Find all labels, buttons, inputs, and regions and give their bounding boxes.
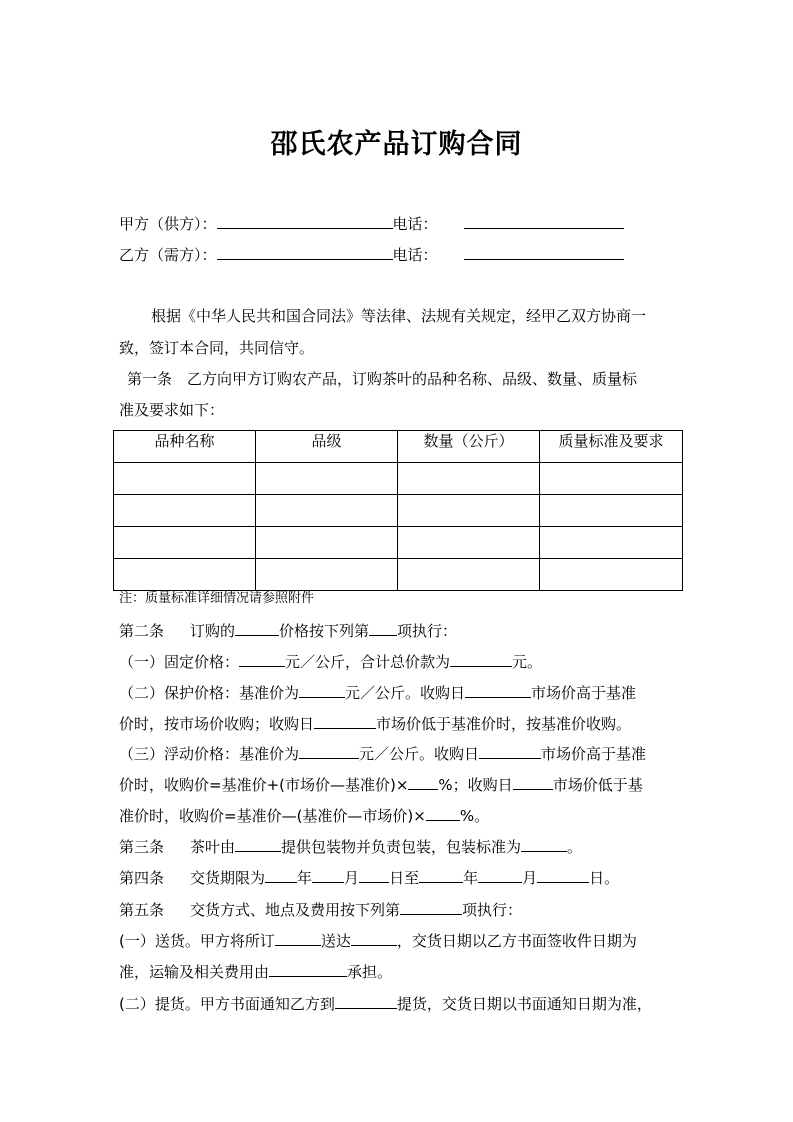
table-row	[114, 559, 683, 591]
pickup-location-field[interactable]	[335, 992, 397, 1009]
party-a-label: 甲方（供方）：	[119, 215, 217, 233]
table-cell[interactable]	[256, 559, 398, 591]
table-cell[interactable]	[114, 559, 256, 591]
price-protect-text-a: （二）保护价格：基准价为	[119, 684, 300, 702]
table-row	[114, 463, 683, 495]
article-3-text-c: 。	[567, 838, 583, 856]
delivery-send-text-e: 承担。	[347, 963, 393, 981]
article-2-label: 第二条	[119, 622, 165, 640]
delivery-destination-field[interactable]	[351, 929, 397, 946]
article-2-product-field[interactable]	[235, 619, 279, 636]
table-cell[interactable]	[540, 559, 683, 591]
table-cell[interactable]	[256, 527, 398, 559]
float-base-price-field[interactable]	[299, 742, 359, 759]
page-title: 邵氏农产品订购合同	[270, 129, 523, 160]
price-protect-line-1	[119, 681, 636, 704]
start-day-field[interactable]	[359, 866, 389, 883]
fixed-total-price-field[interactable]	[450, 650, 512, 667]
article-1-line-1: 第一条 乙方向甲方订购农产品，订购茶叶的品种名称、品级、数量、质量标	[127, 370, 638, 388]
table-note: 注：质量标准详细情况请参照附件	[119, 591, 315, 606]
price-float-text-h: %。	[459, 807, 490, 825]
price-float-text-g: 准价时，收购价=基准价—(基准价—市场价)×	[119, 807, 426, 825]
article-4-line	[119, 866, 619, 889]
price-float-line-3	[119, 804, 489, 827]
product-spec-table	[113, 430, 683, 591]
intro-line-2: 致，签订本合同，共同信守。	[119, 339, 315, 357]
price-fixed-text-b: 元／公斤，合计总价款为	[285, 653, 451, 671]
table-cell[interactable]	[114, 527, 256, 559]
price-float-text-a: （三）浮动价格：基准价为	[119, 745, 300, 763]
table-cell[interactable]	[540, 463, 683, 495]
start-month-field[interactable]	[312, 866, 344, 883]
price-float-text-f: 市场价低于基	[552, 776, 643, 794]
protect-purchase-day-field[interactable]	[465, 681, 531, 698]
day-to-label: 日至	[389, 869, 420, 887]
price-float-text-b: 元／公斤。收购日	[359, 745, 480, 763]
delivery-send-line-2	[119, 960, 392, 983]
intro-line-1: 根据《中华人民共和国合同法》等法律、法规有关规定，经甲乙双方协商一	[151, 307, 647, 325]
table-cell[interactable]	[114, 463, 256, 495]
price-protect-line-2	[119, 712, 631, 735]
packaging-provider-field[interactable]	[235, 835, 281, 852]
party-b-phone-field[interactable]	[464, 243, 624, 260]
float-purchase-day-field[interactable]	[479, 742, 541, 759]
table-row	[114, 495, 683, 527]
protect-base-price-field[interactable]	[299, 681, 345, 698]
party-a-phone-field[interactable]	[464, 212, 624, 229]
party-b-phone-label: 电话：	[392, 246, 438, 264]
month-label-2: 月	[522, 869, 538, 887]
article-3-label: 第三条	[119, 838, 165, 856]
delivery-pickup-text-a: (二）提货。甲方书面通知乙方到	[119, 995, 335, 1013]
article-3-text-b: 提供包装物并负责包装，包装标准为	[281, 838, 522, 856]
price-float-text-c: 市场价高于基准	[541, 745, 647, 763]
delivery-pickup-text-b: 提货，交货日期以书面通知日期为准，	[396, 995, 652, 1013]
price-float-line-2	[119, 773, 643, 796]
article-5-text-b: 项执行：	[462, 901, 523, 919]
price-fixed-line	[119, 650, 542, 673]
table-cell[interactable]	[398, 527, 540, 559]
header-quantity: 数量（公斤）	[398, 431, 540, 463]
table-cell[interactable]	[398, 463, 540, 495]
article-4-text-a: 交货期限为	[190, 869, 266, 887]
article-2-text-a: 订购的	[190, 622, 236, 640]
party-b-label: 乙方（需方）：	[119, 246, 217, 264]
table-cell[interactable]	[256, 495, 398, 527]
day-label: 日。	[589, 869, 620, 887]
end-year-field[interactable]	[419, 866, 463, 883]
table-cell[interactable]	[540, 495, 683, 527]
price-protect-text-b: 元／公斤。收购日	[345, 684, 466, 702]
party-a-phone-label: 电话：	[392, 215, 438, 233]
price-fixed-text-c: 元。	[512, 653, 543, 671]
price-float-text-e: %；收购日	[438, 776, 513, 794]
start-year-field[interactable]	[265, 866, 297, 883]
float-purchase-day-field-2[interactable]	[513, 773, 553, 790]
delivery-send-text-c: ，交货日期以乙方书面签收件日期为	[396, 932, 637, 950]
price-float-text-d: 价时，收购价=基准价+(市场价—基准价)×	[119, 776, 409, 794]
delivery-send-line-1	[119, 929, 637, 952]
party-b-line	[119, 243, 624, 266]
article-2-text-b: 价格按下列第	[279, 622, 370, 640]
delivery-option-field[interactable]	[400, 898, 462, 915]
article-5-label: 第五条	[119, 901, 165, 919]
float-rate-field-1[interactable]	[408, 773, 438, 790]
table-cell[interactable]	[540, 527, 683, 559]
article-2-text-c: 项执行：	[397, 622, 458, 640]
month-label: 月	[344, 869, 360, 887]
protect-purchase-day-field-2[interactable]	[314, 712, 376, 729]
header-grade: 品级	[256, 431, 398, 463]
article-2-line	[119, 619, 457, 642]
article-5-line	[119, 898, 522, 921]
fixed-unit-price-field[interactable]	[239, 650, 285, 667]
article-1-line-2: 准及要求如下：	[119, 401, 225, 419]
end-day-field[interactable]	[537, 866, 589, 883]
party-b-name-field[interactable]	[217, 243, 393, 260]
price-fixed-text-a: （一）固定价格：	[119, 653, 240, 671]
delivery-send-text-b: 送达	[320, 932, 351, 950]
price-float-line-1	[119, 742, 646, 765]
article-5-text-a: 交货方式、地点及费用按下列第	[190, 901, 401, 919]
end-month-field[interactable]	[478, 866, 522, 883]
year-label: 年	[297, 869, 313, 887]
header-quality-standard: 质量标准及要求	[540, 431, 683, 463]
article-4-label: 第四条	[119, 869, 165, 887]
table-cell[interactable]	[398, 559, 540, 591]
article-3-line	[119, 835, 582, 858]
party-a-name-field[interactable]	[217, 212, 393, 229]
price-protect-text-e: 市场价低于基准价时，按基准价收购。	[376, 715, 632, 733]
delivery-send-text-a: (一）送货。甲方将所订	[119, 932, 275, 950]
delivery-send-text-d: 准，运输及相关费用由	[119, 963, 270, 981]
header-variety-name: 品种名称	[114, 431, 256, 463]
article-3-text-a: 茶叶由	[190, 838, 236, 856]
table-header-row	[114, 431, 683, 463]
party-a-line	[119, 212, 624, 235]
table-row	[114, 527, 683, 559]
price-protect-text-d: 价时，按市场价收购；收购日	[119, 715, 315, 733]
packaging-standard-field[interactable]	[521, 835, 567, 852]
delivery-pickup-line	[119, 992, 652, 1015]
price-protect-text-c: 市场价高于基准	[531, 684, 637, 702]
delivery-cost-bearer-field[interactable]	[269, 960, 347, 977]
delivery-item-field[interactable]	[275, 929, 321, 946]
year-label-2: 年	[463, 869, 479, 887]
table-cell[interactable]	[398, 495, 540, 527]
article-2-option-field[interactable]	[369, 619, 397, 636]
table-cell[interactable]	[114, 495, 256, 527]
table-cell[interactable]	[256, 463, 398, 495]
float-rate-field-2[interactable]	[426, 804, 460, 821]
